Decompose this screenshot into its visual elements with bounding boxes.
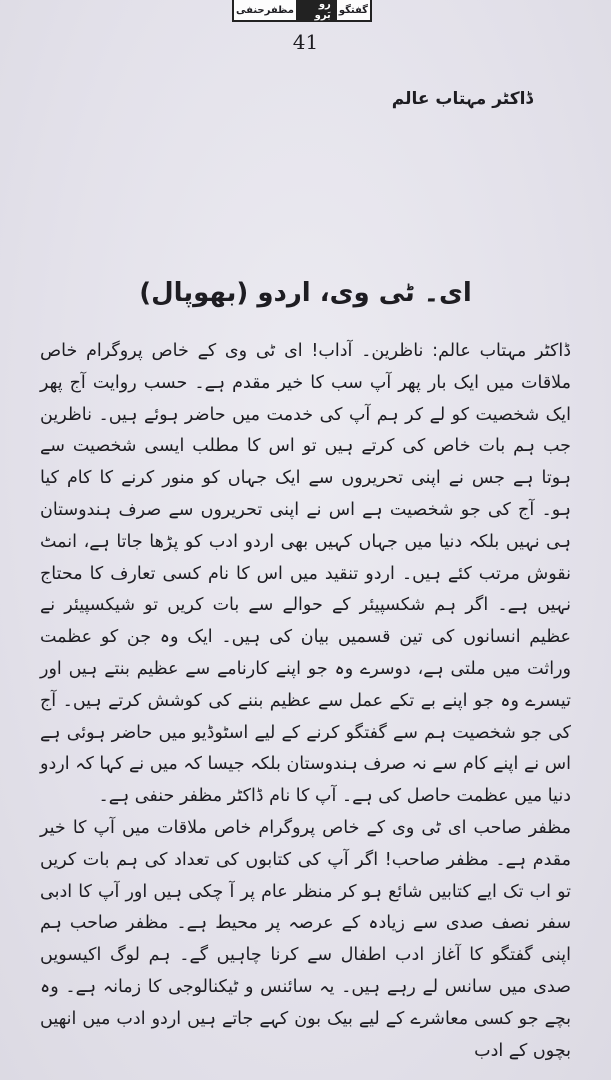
author-name: ڈاکٹر مہتاب عالم [391,89,533,109]
paragraph: ڈاکٹر مہتاب عالم: ناظرین۔ آداب! ای ٹی وی کے خاص پروگرام خاص ملاقات میں ایک بار پھر آپ سب کا خیر مقدم ہے۔ حسب روایت آج پھر ایک شخصیت کو لے کر ہم آپ کی خدمت میں حاضر ہوئے ہیں۔ ناظرین جب ہم بات خاص کی کرتے ہیں تو اس کا مطلب ایسی شخصیت سے ہوتا ہے جس نے اپنی تحریروں سے ایک جہاں کو منور کرنے کا کام کیا ہو۔ آج کی جو شخصیت ہے اس نے اپنی تحریروں سے صرف ہندوستان ہی نہیں بلکہ دنیا میں جہاں کہیں بھی اردو ادب کو پڑھا جاتا ہے، انمٹ نقوش مرتب کئے ہیں۔ اردو تنقید میں اس کا نام کسی تعارف کا محتاج نہیں ہے۔ اگر ہم شکسپیئر کے حوالے سے بات کریں تو شیکسپیئر نے عظیم انسانوں کی تین قسمیں بیان کی ہیں۔ ایک وہ جن کو عظمت وراثت میں ملتی ہے، دوسرے وہ جو اپنے کارنامے سے عظیم بنتے ہیں اور تیسرے وہ جو اپنے بے تکے عمل سے عظیم بننے کی کوشش کرتے ہیں۔ آج کی جو شخصیت ہم سے گفتگو کرنے کے لیے اسٹوڈیو میں حاضر ہوئی ہے اس نے اپنے کام سے نہ صرف ہندوستان بلکہ جیسا کہ میں نے کہا کہ اردو دنیا میں عظمت حاصل کی ہے۔ آپ کا نام ڈاکٹر مظفر حنفی ہے۔ [40,341,571,807]
header-banner-segment: رو بَرو [296,0,337,22]
chapter-title: ای۔ ٹی وی، اردو (بھوپال) [139,278,472,308]
header-banner-segment: گفتگو [338,4,368,16]
page-number: 41 [292,30,319,54]
running-header-banner [232,0,372,22]
paragraph: مظفر صاحب ای ٹی وی کے خاص پروگرام خاص ملاقات میں آپ کا خیر مقدم ہے۔ مظفر صاحب! اگر آپ کی کتابوں کی تعداد کی ہم بات کریں تو اب تک ایے کتابیں شائع ہو کر منظر عام پر آ چکی ہیں اور آپ کا ادبی سفر نصف صدی سے زیادہ کے عرصہ پر محیط ہے۔ مظفر صاحب ہم اپنی گفتگو کا آغاز ادب اطفال سے کرنا چاہیں گے۔ ہم لوگ اکیسویں صدی میں سانس لے رہے ہیں۔ یہ سائنس و ٹیکنالوجی کا زمانہ ہے۔ وہ بچے جو کسی معاشرے کے لیے بیک بون کہے جاتے ہیں اردو ادب میں انھیں بچوں کے ادب [40,817,571,1061]
body-text [40,336,571,1067]
header-banner-segment: مظفرحنفی [236,4,294,16]
